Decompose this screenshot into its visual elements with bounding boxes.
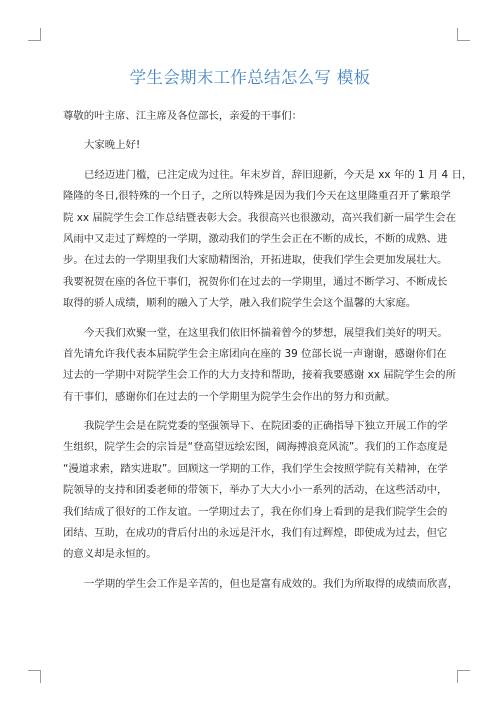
paragraph-line: 有干事们，感谢你们在过去的一个学期里为院学生会作出的努力和贡献。 [63, 390, 396, 403]
paragraph-line: 我们结成了很好的工作友谊。一学期过去了，我在你们身上看到的是我们院学生会的 [63, 505, 448, 518]
paragraph-line: 团结、互助，在成功的背后付出的永远是汗水，我们有过辉煌，即使成为过去，但它 [63, 527, 448, 540]
spacer [63, 315, 441, 323]
paragraph-line: 已经迈进门槛，已注定成为过往。年末岁首，辞旧迎新，今天是 xx 年的 1 月 4 日， [84, 168, 473, 181]
paragraph-line: 院领导的支持和团委老师的带领下，举办了大大小小一系列的活动，在这些活动中， [63, 484, 448, 497]
paragraph-line: 我院学生会是在院党委的坚强领导下、在院团委的正确指导下独立开展工作的学 [84, 420, 448, 433]
spacer [63, 408, 441, 416]
paragraph-line: 过去的一学期中对院学生会工作的大力支持和帮助，接着我要感谢 xx 届院学生会的所 [63, 369, 456, 382]
paragraph-line: 的意义却是永恒的。 [63, 548, 157, 561]
paragraph-line: 取得的骄人成绩，顺利的融入了大学，融入我们院学生会这个温馨的大家庭。 [63, 297, 417, 310]
paragraph-4 [63, 574, 459, 595]
paragraph-3 [63, 416, 448, 566]
greeting: 大家晚上好! [84, 139, 141, 152]
paragraph-line: 院 xx 届院学生会工作总结暨表彰大会。我很高兴也很激动，高兴我们新一届学生会在 [63, 211, 456, 224]
paragraph-line: 步。在过去的一学期里我们大家励精图治，开拓进取，使我们学生会更加发展壮大。 [63, 254, 448, 267]
document-title: 学生会期末工作总结怎么写 模板 [129, 68, 371, 87]
paragraph-line: “漫道求索，踏实进取”。回顾这一学期的工作，我们学生会按照学院有关精神，在学 [63, 462, 448, 475]
paragraph-line: 风雨中又走过了辉煌的一学期，激动我们的学生会正在不断的成长，不断的成熟、进 [63, 232, 448, 245]
salutation: 尊敬的叶主席、江主席及各位部长，亲爱的干事们： [63, 110, 302, 122]
spacer [63, 157, 441, 165]
paragraph-line: 一学期的学生会工作是辛苦的，但也是富有成效的。我们为所取得的成绩而欣喜， [84, 577, 459, 590]
crop-mark-top-right [457, 28, 470, 41]
crop-mark-top-left [28, 28, 41, 41]
spacer [63, 566, 441, 574]
paragraph-line: 今天我们欢聚一堂，在这里我们依旧怀揣着曾今的梦想，展望我们美好的明天。 [84, 326, 448, 339]
spacer [63, 127, 441, 135]
paragraph-line: 首先请允许我代表本届院学生会主席团向在座的 39 位部长说一声谢谢，感谢你们在 [63, 347, 447, 360]
crop-mark-bottom-left [28, 670, 41, 683]
paragraph-line: 生组织，院学生会的宗旨是“登高望远绘宏图，阔海搏浪竞风流”。我们的工作态度是 [63, 441, 448, 454]
paragraph-1 [63, 165, 473, 315]
crop-mark-bottom-right [457, 670, 470, 683]
paragraph-2 [63, 323, 456, 409]
document-body [63, 106, 473, 595]
paragraph-line: 隆隆的冬日,很特殊的一个日子，之所以特殊是因为我们今天在这里隆重召开了紫琅学 [63, 190, 451, 203]
paragraph-line: 我要祝贺在座的各位干事们，祝贺你们在过去的一学期里，通过不断学习、不断成长 [63, 275, 448, 288]
